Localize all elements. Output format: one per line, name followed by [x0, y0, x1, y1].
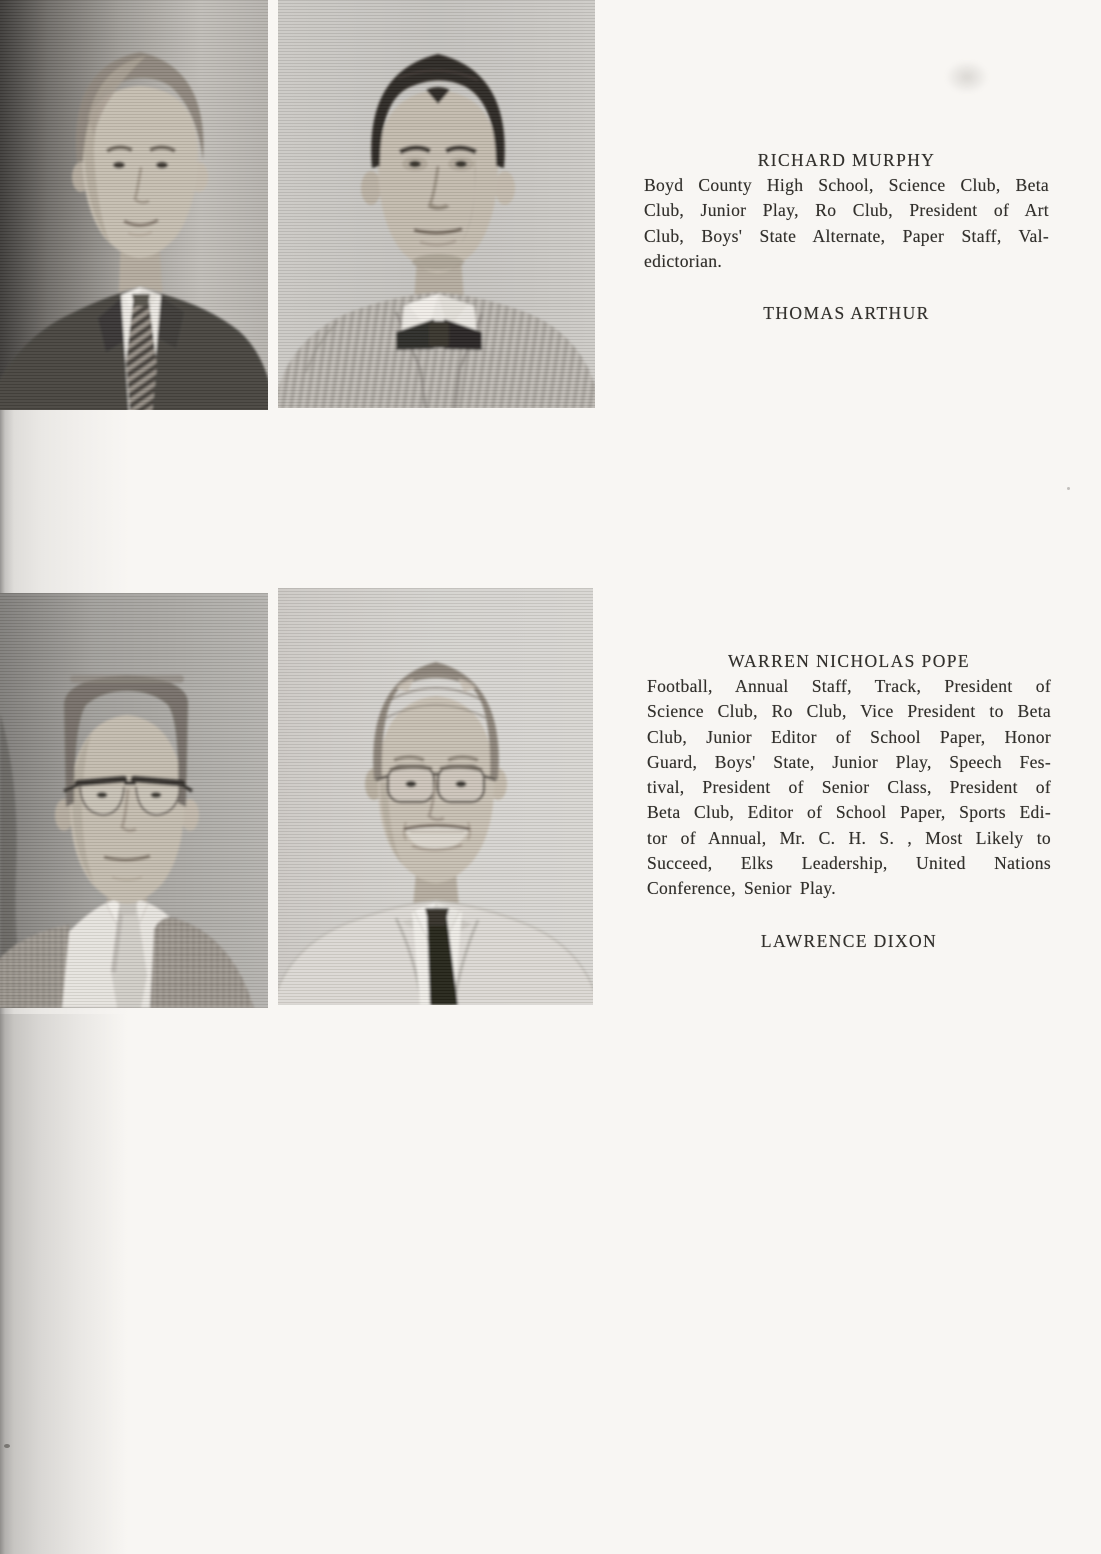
- activities-line: tival, President of Senior Class, President of: [647, 777, 1051, 798]
- portrait-illustration: [278, 588, 593, 1005]
- activities-text: [647, 674, 1051, 902]
- activities-line: Boyd County High School, Science Club, Beta: [644, 175, 1049, 195]
- student-name-heading: THOMAS ARTHUR: [763, 303, 930, 324]
- portrait-photo-top-right: [278, 0, 595, 408]
- yearbook-entry-2: [647, 648, 1051, 954]
- activities-line: Science Club, Ro Club, Vice President to Beta: [647, 701, 1051, 722]
- portrait-photo-bottom-right: [278, 588, 593, 1005]
- portrait-illustration: [278, 0, 595, 408]
- student-name-heading: RICHARD MURPHY: [757, 150, 936, 170]
- activities-line: tor of Annual, Mr. C. H. S. , Most Likely to: [647, 827, 1051, 848]
- activities-line: Club, Boys' State Alternate, Paper Staff, Val-: [644, 225, 1049, 246]
- portrait-illustration: [0, 0, 268, 410]
- activities-text: [644, 173, 1049, 274]
- student-name-heading: LAWRENCE DIXON: [760, 930, 938, 951]
- activities-line: Club, Junior Play, Ro Club, President of Art: [644, 200, 1049, 221]
- student-name-heading: WARREN NICHOLAS POPE: [728, 651, 970, 671]
- portrait-photo-bottom-left: [0, 593, 268, 1008]
- activities-line: edictorian.: [644, 250, 723, 271]
- portrait-illustration: [0, 593, 268, 1008]
- activities-line: Club, Junior Editor of School Paper, Honor: [647, 726, 1051, 747]
- portrait-photo-top-left: [0, 0, 268, 410]
- activities-line: Guard, Boys' State, Junior Play, Speech Fes-: [647, 751, 1051, 772]
- paper-smudge: [945, 60, 989, 94]
- yearbook-entry-1: [644, 147, 1049, 326]
- paper-speck: [1067, 487, 1070, 490]
- activities-line: Beta Club, Editor of School Paper, Sports Edi-: [647, 802, 1051, 823]
- paper-speck: [4, 1444, 10, 1448]
- activities-line: Conference, Senior Play.: [647, 878, 836, 899]
- activities-line: Succeed, Elks Leadership, United Nations: [647, 853, 1051, 874]
- activities-line: Football, Annual Staff, Track, President of: [647, 676, 1051, 696]
- page-curl-shadow: [0, 1014, 128, 1554]
